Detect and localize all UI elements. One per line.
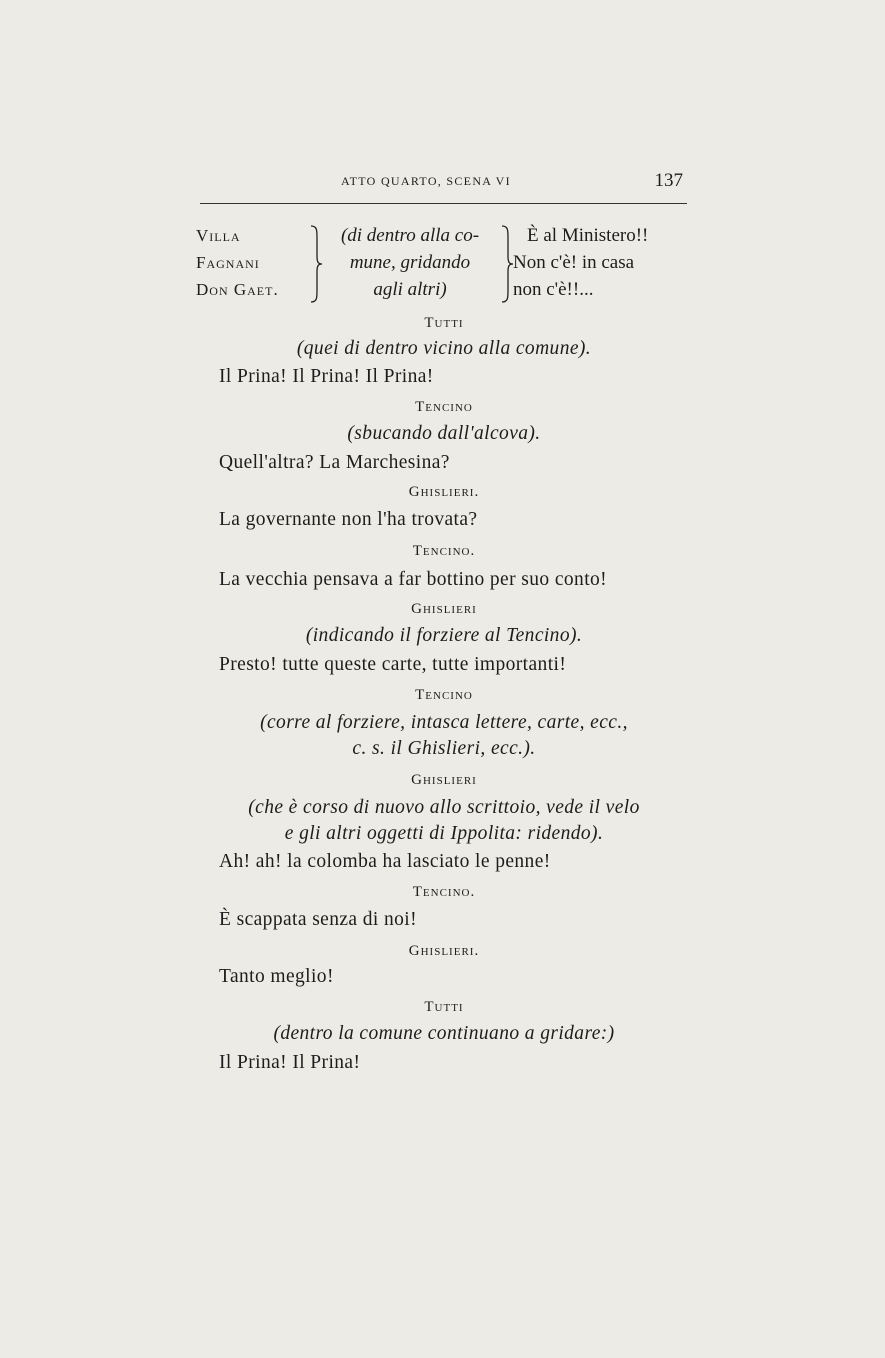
stage-direction: (quei di dentro vicino alla comune). [296,338,592,359]
speech [509,222,687,303]
speaker-name: Ghislieri [411,601,477,617]
speaker-name: Tutti [424,315,464,331]
right-curly-brace [308,224,324,304]
speech-line: Non c'è! in casa [513,252,635,273]
speech-line: Tanto meglio! [219,966,334,987]
running-header [200,172,686,202]
stage-direction [324,222,496,303]
stage-direction: c. s. il Ghislieri, ecc.). [352,738,536,759]
speech-line: Ah! ah! la colomba ha lasciato le penne! [219,851,551,872]
speech-line: È al Ministero!! [527,225,649,246]
speech-line: Quell'altra? La Marchesina? [219,452,450,473]
speech-line: Il Prina! Il Prina! [219,1052,361,1073]
stage-direction: (indicando il forziere al Tencino). [305,625,583,646]
speech-line: La governante non l'ha trovata? [219,509,478,530]
speech-line: Presto! tutte queste carte, tutte importanti! [219,654,567,675]
stage-direction: e gli altri oggetti di Ippolita: ridendo). [284,823,604,844]
stage-direction: (sbucando dall'alcova). [347,423,541,444]
direction-line: (di dentro alla co- [340,225,480,246]
stage-direction: (dentro la comune continuano a gridare:) [273,1023,615,1044]
speaker-name: Tencino [415,687,473,703]
stage-direction: (corre al forziere, intasca lettere, carte, ecc., [260,712,628,733]
speech-line: La vecchia pensava a far bottino per suo conto! [219,569,608,590]
speaker-name: Ghislieri [411,772,477,788]
speaker-name: Tencino. [412,543,476,559]
speaker-name: Ghislieri. [408,943,480,959]
speaker-group [196,222,308,303]
speaker-name: Tencino. [412,884,476,900]
opening-speech-block [196,222,696,306]
speaker-name: Ghislieri. [408,484,480,500]
speaker-name: Tutti [424,999,464,1015]
speaker-name: Villa [196,226,241,245]
page-number: 137 [654,170,683,191]
direction-line: mune, gridando [349,252,471,273]
direction-line: agli altri) [373,279,447,300]
speaker-name: Tencino [415,399,473,415]
speech-line: non c'è!!... [513,279,594,300]
speaker-name: Don Gaet. [196,280,279,299]
running-title: ATTO QUARTO, SCENA VI [341,174,511,188]
stage-direction: (che è corso di nuovo allo scrittoio, vede il velo [248,797,640,818]
speaker-name: Fagnani [196,253,260,272]
speech-line: È scappata senza di noi! [219,909,418,930]
header-rule [200,203,687,204]
speech-line: Il Prina! Il Prina! Il Prina! [219,366,434,387]
